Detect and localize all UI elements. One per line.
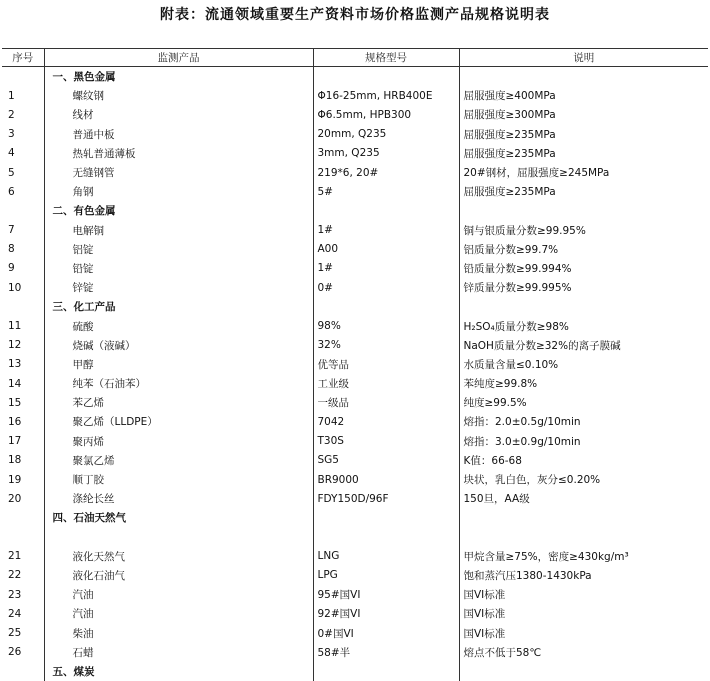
- row-note: 饱和蒸汽压1380-1430kPa: [459, 566, 708, 585]
- row-index: 25: [2, 623, 44, 642]
- row-product: 锌锭: [44, 278, 313, 297]
- row-spec: 98%: [313, 316, 459, 335]
- row-product: 四、石油天然气: [44, 508, 313, 527]
- row-index: 18: [2, 451, 44, 470]
- row-note: 国VI标准: [459, 623, 708, 642]
- row-index: [2, 201, 44, 220]
- row-index: 3: [2, 125, 44, 144]
- row-note: 锌质量分数≥99.995%: [459, 278, 708, 297]
- row-index: 26: [2, 643, 44, 662]
- row-spec: 219*6, 20#: [313, 163, 459, 182]
- row-index: 8: [2, 240, 44, 259]
- row-product: 柴油: [44, 623, 313, 642]
- row-spec: 5#: [313, 182, 459, 201]
- row-note: 屈服强度≥235MPa: [459, 182, 708, 201]
- row-spec: 7042: [313, 412, 459, 431]
- row-index: 14: [2, 374, 44, 393]
- row-index: [2, 67, 44, 87]
- row-index: 2: [2, 105, 44, 124]
- row-product: 一、黑色金属: [44, 67, 313, 87]
- row-spec: 工业级: [313, 374, 459, 393]
- row-note: NaOH质量分数≥32%的离子膜碱: [459, 336, 708, 355]
- row-product: 甲醇: [44, 355, 313, 374]
- row-product: 线材: [44, 105, 313, 124]
- row-note: 块状，乳白色，灰分≤0.20%: [459, 470, 708, 489]
- row-note: 铝质量分数≥99.7%: [459, 240, 708, 259]
- row-spec: LNG: [313, 547, 459, 566]
- row-spec: 20mm, Q235: [313, 125, 459, 144]
- table-row: [2, 374, 708, 393]
- row-spec: 0#: [313, 278, 459, 297]
- row-spec: 0#国VI: [313, 623, 459, 642]
- row-index: 9: [2, 259, 44, 278]
- row-note: 铅质量分数≥99.994%: [459, 259, 708, 278]
- row-note: 屈服强度≥235MPa: [459, 125, 708, 144]
- row-spec: 58#半: [313, 643, 459, 662]
- table-row: [2, 163, 708, 182]
- table-row: [2, 240, 708, 259]
- table-row: [2, 432, 708, 451]
- table-row: [2, 336, 708, 355]
- row-spec: 1#: [313, 259, 459, 278]
- row-note: [459, 201, 708, 220]
- row-spec: BR9000: [313, 470, 459, 489]
- row-product: 电解铜: [44, 221, 313, 240]
- row-product: 热轧普通薄板: [44, 144, 313, 163]
- row-note: [459, 297, 708, 316]
- row-index: 13: [2, 355, 44, 374]
- row-product: 普通中板: [44, 125, 313, 144]
- row-product: 角钢: [44, 182, 313, 201]
- row-note: 屈服强度≥235MPa: [459, 144, 708, 163]
- table-row: [2, 623, 708, 642]
- row-note: 屈服强度≥400MPa: [459, 86, 708, 105]
- row-index: 24: [2, 604, 44, 623]
- page-title: 附表：流通领域重要生产资料市场价格监测产品规格说明表: [0, 4, 710, 24]
- spec-table: [2, 48, 708, 681]
- row-spec: 32%: [313, 336, 459, 355]
- table-row: [2, 451, 708, 470]
- row-index: 5: [2, 163, 44, 182]
- row-product: 螺纹钢: [44, 86, 313, 105]
- row-spec: [313, 662, 459, 681]
- row-product: 液化石油气: [44, 566, 313, 585]
- row-product: 铅锭: [44, 259, 313, 278]
- section-row: [2, 297, 708, 316]
- table-row: [2, 278, 708, 297]
- table-row: [2, 86, 708, 105]
- row-index: [2, 297, 44, 316]
- row-index: 19: [2, 470, 44, 489]
- row-product: 苯乙烯: [44, 393, 313, 412]
- header-product: 监测产品: [44, 49, 313, 67]
- row-product: 涤纶长丝: [44, 489, 313, 508]
- row-index: 22: [2, 566, 44, 585]
- row-product: 顺丁胶: [44, 470, 313, 489]
- row-note: [459, 528, 708, 547]
- row-index: 11: [2, 316, 44, 335]
- row-spec: 95#国VI: [313, 585, 459, 604]
- table-row: [2, 604, 708, 623]
- row-spec: T30S: [313, 432, 459, 451]
- header-note: 说明: [459, 49, 708, 67]
- row-index: [2, 528, 44, 547]
- row-product: 聚氯乙烯: [44, 451, 313, 470]
- row-product: 汽油: [44, 604, 313, 623]
- row-note: 国VI标准: [459, 604, 708, 623]
- row-note: 水质量含量≤0.10%: [459, 355, 708, 374]
- row-product: 纯苯（石油苯）: [44, 374, 313, 393]
- row-spec: FDY150D/96F: [313, 489, 459, 508]
- row-product: [44, 528, 313, 547]
- row-index: 21: [2, 547, 44, 566]
- row-product: 无缝钢管: [44, 163, 313, 182]
- row-spec: 优等品: [313, 355, 459, 374]
- row-product: 二、有色金属: [44, 201, 313, 220]
- row-index: 4: [2, 144, 44, 163]
- row-product: 烧碱（液碱）: [44, 336, 313, 355]
- row-spec: [313, 201, 459, 220]
- row-note: 屈服强度≥300MPa: [459, 105, 708, 124]
- row-index: 20: [2, 489, 44, 508]
- table-row: [2, 412, 708, 431]
- row-index: 16: [2, 412, 44, 431]
- table-body: [2, 67, 708, 681]
- row-note: H₂SO₄质量分数≥98%: [459, 316, 708, 335]
- row-product: 聚丙烯: [44, 432, 313, 451]
- row-note: 熔点不低于58℃: [459, 643, 708, 662]
- row-product: 汽油: [44, 585, 313, 604]
- section-row: [2, 662, 708, 681]
- section-row: [2, 67, 708, 87]
- row-note: 铜与银质量分数≥99.95%: [459, 221, 708, 240]
- table-row: [2, 316, 708, 335]
- section-row: [2, 201, 708, 220]
- row-product: 三、化工产品: [44, 297, 313, 316]
- row-note: [459, 508, 708, 527]
- header-spec: 规格型号: [313, 49, 459, 67]
- table-row: [2, 489, 708, 508]
- row-spec: [313, 297, 459, 316]
- table-row: [2, 547, 708, 566]
- row-note: 苯纯度≥99.8%: [459, 374, 708, 393]
- row-spec: LPG: [313, 566, 459, 585]
- row-note: 熔指：3.0±0.9g/10min: [459, 432, 708, 451]
- header-index: 序号: [2, 49, 44, 67]
- row-product: 石蜡: [44, 643, 313, 662]
- row-index: 23: [2, 585, 44, 604]
- table-row: [2, 144, 708, 163]
- row-spec: 1#: [313, 221, 459, 240]
- row-index: 15: [2, 393, 44, 412]
- row-index: 6: [2, 182, 44, 201]
- row-index: 1: [2, 86, 44, 105]
- row-note: [459, 662, 708, 681]
- row-note: 150旦，AA级: [459, 489, 708, 508]
- row-index: 7: [2, 221, 44, 240]
- spacer-row: [2, 528, 708, 547]
- row-note: 甲烷含量≥75%，密度≥430kg/m³: [459, 547, 708, 566]
- table-row: [2, 105, 708, 124]
- row-index: 10: [2, 278, 44, 297]
- row-spec: Φ6.5mm, HPB300: [313, 105, 459, 124]
- row-index: 12: [2, 336, 44, 355]
- table-row: [2, 355, 708, 374]
- row-product: 聚乙烯（LLDPE）: [44, 412, 313, 431]
- row-index: [2, 662, 44, 681]
- row-product: 硫酸: [44, 316, 313, 335]
- table-row: [2, 470, 708, 489]
- row-index: [2, 508, 44, 527]
- row-spec: [313, 67, 459, 87]
- row-spec: 一级品: [313, 393, 459, 412]
- row-product: 铝锭: [44, 240, 313, 259]
- row-index: 17: [2, 432, 44, 451]
- row-note: 国VI标准: [459, 585, 708, 604]
- row-product: 五、煤炭: [44, 662, 313, 681]
- row-spec: 3mm, Q235: [313, 144, 459, 163]
- row-note: 纯度≥99.5%: [459, 393, 708, 412]
- row-note: 熔指：2.0±0.5g/10min: [459, 412, 708, 431]
- row-spec: A00: [313, 240, 459, 259]
- table-row: [2, 585, 708, 604]
- row-note: K值：66-68: [459, 451, 708, 470]
- section-row: [2, 508, 708, 527]
- table-row: [2, 125, 708, 144]
- table-header-row: [2, 49, 708, 67]
- row-spec: [313, 508, 459, 527]
- table-row: [2, 566, 708, 585]
- table-row: [2, 259, 708, 278]
- table-row: [2, 643, 708, 662]
- row-note: [459, 67, 708, 87]
- row-spec: Φ16-25mm, HRB400E: [313, 86, 459, 105]
- row-note: 20#钢材，屈服强度≥245MPa: [459, 163, 708, 182]
- row-spec: 92#国VI: [313, 604, 459, 623]
- table-row: [2, 221, 708, 240]
- row-spec: [313, 528, 459, 547]
- table-row: [2, 393, 708, 412]
- row-product: 液化天然气: [44, 547, 313, 566]
- table-row: [2, 182, 708, 201]
- row-spec: SG5: [313, 451, 459, 470]
